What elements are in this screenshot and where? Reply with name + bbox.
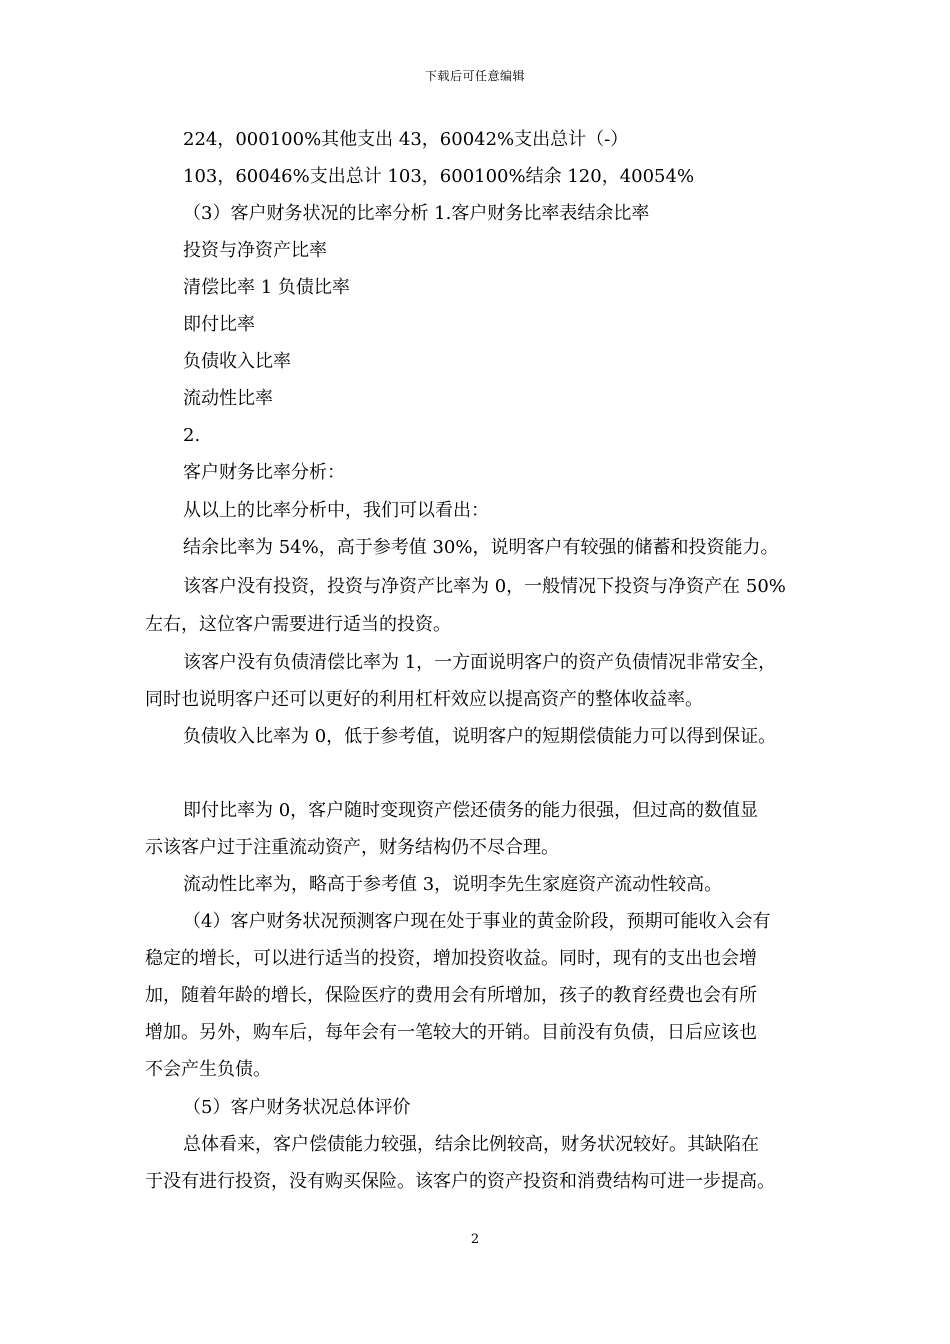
body-line: 客户财务比率分析：	[183, 462, 345, 483]
body-line: （4）客户财务状况预测客户现在处于事业的黄金阶段，预期可能收入会有	[183, 911, 771, 932]
body-line: 从以上的比率分析中，我们可以看出：	[183, 500, 489, 521]
body-line: 清偿比率 1 负债比率	[183, 277, 350, 298]
body-line: 示该客户过于注重流动资产，财务结构仍不尽合理。	[145, 837, 559, 858]
body-line: 224，000100%其他支出 43，60042%支出总计（-）	[183, 129, 629, 150]
body-line: 该客户没有投资，投资与净资产比率为 0，一般情况下投资与净资产在 50%	[183, 576, 786, 597]
body-line: 该客户没有负债清偿比率为 1，一方面说明客户的资产负债情况非常安全，	[183, 652, 777, 673]
body-line: 负债收入比率为 0，低于参考值，说明客户的短期偿债能力可以得到保证。	[183, 726, 777, 747]
body-line: 2.	[183, 425, 201, 446]
body-line: 加，随着年龄的增长，保险医疗的费用会有所增加，孩子的教育经费也会有所	[145, 985, 757, 1006]
body-line: 于没有进行投资，没有购买保险。该客户的资产投资和消费结构可进一步提高。	[145, 1171, 775, 1192]
body-line: 总体看来，客户偿债能力较强，结余比例较高，财务状况较好。其缺陷在	[183, 1134, 759, 1155]
page-header: 下载后可任意编辑	[424, 69, 525, 83]
body-line: （3）客户财务状况的比率分析 1.客户财务比率表结余比率	[183, 203, 650, 224]
body-line: 103，60046%支出总计 103，600100%结余 120，40054%	[183, 166, 695, 187]
body-line: 左右，这位客户需要进行适当的投资。	[145, 614, 451, 635]
body-line: 流动性比率为，略高于参考值 3，说明李先生家庭资产流动性较高。	[183, 874, 723, 895]
body-line: 即付比率为 0，客户随时变现资产偿还债务的能力很强，但过高的数值显	[183, 800, 759, 821]
body-line: 稳定的增长，可以进行适当的投资，增加投资收益。同时，现有的支出也会增	[145, 948, 757, 969]
body-line: 增加。另外，购车后，每年会有一笔较大的开销。目前没有负债，日后应该也	[145, 1022, 757, 1043]
page-number: 2	[470, 1232, 480, 1247]
body-line: 即付比率	[183, 314, 255, 335]
body-line: 投资与净资产比率	[183, 240, 327, 261]
body-line: 流动性比率	[183, 388, 273, 409]
body-line: 不会产生负债。	[145, 1059, 271, 1080]
body-line: 同时也说明客户还可以更好的利用杠杆效应以提高资产的整体收益率。	[145, 689, 703, 710]
body-line: （5）客户财务状况总体评价	[183, 1097, 411, 1118]
body-line: 结余比率为 54%，高于参考值 30%，说明客户有较强的储蓄和投资能力。	[183, 537, 779, 558]
body-line: 负债收入比率	[183, 351, 291, 372]
